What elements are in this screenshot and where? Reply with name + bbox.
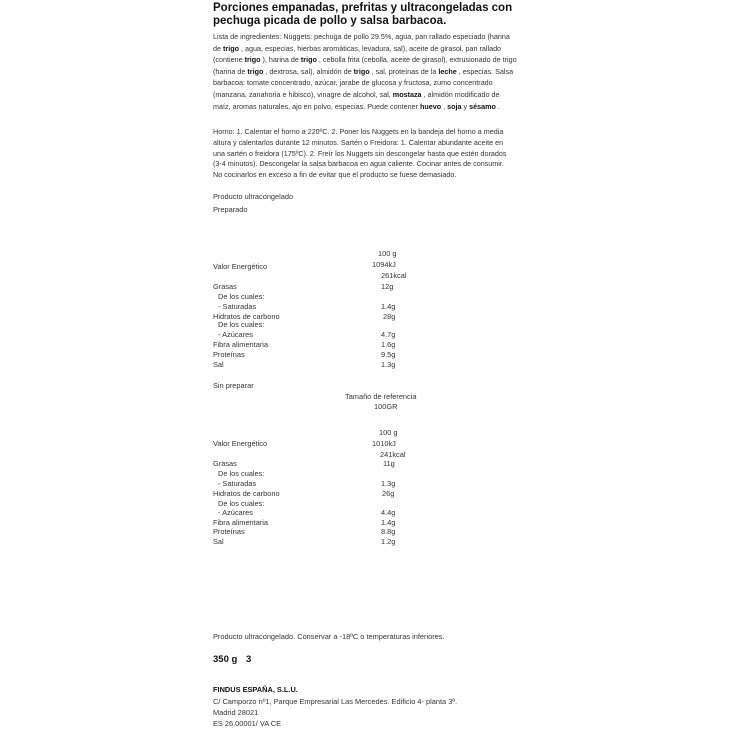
- ingredient-text: ), harina de: [260, 55, 301, 65]
- prepared-carbs-value: 28g: [383, 312, 396, 321]
- company-name: FINDUS ESPAÑA, S.L.U.: [213, 685, 298, 694]
- allergen-text: soja: [447, 101, 462, 111]
- ingredient-text: , especias. Salsa barbacoa: tomate concentrado, azúcar, jarabe de glucosa y fructosa, zumo concentrado (manzana, zanahoria e hibisco), vinagre de alcohol, sal,: [213, 66, 514, 99]
- prepared-fibre-label: Fibra alimentaria: [213, 340, 269, 349]
- prepared-of-which-2: De los cuales:: [218, 320, 265, 329]
- unprepared-saturated-value: 1.3g: [381, 479, 396, 488]
- prepared-of-which-1: De los cuales:: [218, 292, 265, 301]
- unprepared-of-which-2: De los cuales:: [218, 499, 265, 508]
- prepared-salt-label: Sal: [213, 360, 224, 369]
- unprepared-energy-label: Valor Energético: [213, 439, 268, 448]
- unprepared-protein-value: 8.8g: [381, 527, 396, 536]
- ingredient-text: , agua, especias, hierbas aromáticas, levadura, sal), aceite de girasol, pan rallado (contiene: [213, 43, 502, 65]
- net-weight: [213, 654, 251, 665]
- product-title: [213, 2, 512, 28]
- unprepared-carbs-label: Hidratos de carbono: [213, 489, 280, 498]
- prepared-protein-value: 9.5g: [381, 350, 396, 359]
- prepared-saturated-label: - Saturadas: [218, 302, 257, 311]
- unprepared-fat-label: Grasas: [213, 459, 237, 468]
- unprepared-energy-kcal: 241kcal: [380, 450, 406, 459]
- unprepared-fat-value: 11g: [383, 459, 395, 468]
- allergen-text: trigo: [353, 66, 370, 76]
- ingredient-text: , almidón modificado de maíz, aromas naturales, ajo en polvo, especias. Puede contener: [213, 89, 500, 111]
- ingredient-text: Lista de ingredientes: Nuggets: pechuga de pollo 29.5%, agua, pan rallado especiado (harina de: [213, 32, 510, 53]
- unprepared-fibre-label: Fibra alimentaria: [213, 518, 269, 527]
- unprepared-carbs-value: 26g: [382, 489, 395, 498]
- prepared-energy-kcal: 261kcal: [381, 271, 407, 280]
- allergen-text: mostaza: [392, 89, 422, 99]
- allergen-text: leche: [438, 66, 457, 76]
- unprepared-heading: Sin preparar: [213, 381, 254, 390]
- allergen-text: trigo: [300, 55, 317, 65]
- reference-size-label: Tamaño de referencia: [345, 392, 417, 401]
- unprepared-of-which-1: De los cuales:: [218, 469, 265, 478]
- prepared-salt-value: 1.3g: [381, 360, 396, 369]
- unprepared-saturated-label: - Saturadas: [218, 479, 257, 488]
- ingredient-text: , dextrosa, sal), almidón de: [263, 66, 354, 76]
- ingredient-text: , sal, proteínas de la: [369, 66, 439, 76]
- allergen-text: trigo: [247, 66, 264, 76]
- health-registration-code: ES 26.00001/ VA CE: [213, 719, 282, 728]
- prepared-sugars-value: 4.7g: [381, 330, 396, 339]
- unprepared-energy-kj: 1010kJ: [372, 439, 396, 448]
- prepared-heading: Preparado: [213, 205, 248, 214]
- prepared-fat-value: 12g: [381, 282, 394, 291]
- unprepared-per-amount: 100 g: [379, 428, 398, 437]
- ingredient-text: y: [461, 101, 470, 111]
- allergen-text: trigo: [244, 55, 261, 65]
- reference-size-value: 100GR: [374, 402, 398, 411]
- ingredient-text: .: [495, 101, 500, 111]
- prepared-fibre-value: 1.6g: [381, 340, 396, 349]
- unprepared-salt-label: Sal: [213, 537, 224, 546]
- product-title-line-2: pechuga picada de pollo y salsa barbacoa.: [213, 15, 447, 27]
- ingredient-text: , cebolla frita (cebolla, aceite de girasol), extrusionado de trigo (harina de: [213, 55, 517, 76]
- net-weight-value: 350 g: [213, 654, 238, 665]
- allergen-text: trigo: [223, 43, 239, 53]
- ingredient-text: ,: [441, 101, 448, 111]
- prepared-saturated-value: 1.4g: [381, 302, 396, 311]
- unprepared-sugars-label: - Azúcares: [218, 508, 253, 517]
- storage-instructions: Producto ultracongelado. Conservar a -18ºC o temperaturas inferiores.: [213, 632, 445, 641]
- unprepared-fibre-value: 1.4g: [381, 518, 396, 527]
- prepared-sugars-label: - Azúcares: [218, 330, 253, 339]
- ingredients-list: [213, 31, 518, 112]
- prepared-fat-label: Grasas: [213, 282, 237, 291]
- net-count: 3: [245, 654, 252, 665]
- product-title-line-1: Porciones empanadas, prefritas y ultracongeladas con: [213, 2, 513, 14]
- allergen-text: sésamo: [469, 101, 496, 111]
- company-address-line-1: C/ Camporzo nº1, Parque Empresarial Las Mercedes. Edificio 4- planta 3ª.: [213, 697, 458, 706]
- unprepared-protein-label: Proteínas: [213, 527, 245, 536]
- prepared-energy-kj: 1094kJ: [372, 260, 396, 269]
- prepared-per-amount: 100 g: [378, 249, 397, 258]
- preparation-instructions: Horno: 1. Calentar el horno a 220ºC. 2. Poner los Nuggets en la bandeja del horno a media altura y calentarlos durante 12 minutos. Sartén o Freidora: 1. Calentar abundante aceite en una sartén o freidora (175ºC). 2. Freír los Nuggets sin descongelar hasta que estén dorados (3-4 minutos). Descongelar la salsa barbacoa en agua caliente. Cocinar antes de consumir. No cocinarlos en exceso a fin de evitar que el producto se fuese demasiado.: [213, 127, 507, 180]
- product-type: Producto ultracongelado: [213, 192, 294, 201]
- company-address-line-2: Madrid 28021: [213, 708, 259, 717]
- unprepared-salt-value: 1.2g: [381, 537, 396, 546]
- allergen-text: huevo: [419, 101, 442, 111]
- prepared-carbs-label: Hidratos de carbono: [213, 312, 280, 321]
- prepared-protein-label: Proteínas: [213, 350, 245, 359]
- unprepared-sugars-value: 4.4g: [381, 508, 396, 517]
- prepared-energy-label: Valor Energético: [213, 262, 268, 271]
